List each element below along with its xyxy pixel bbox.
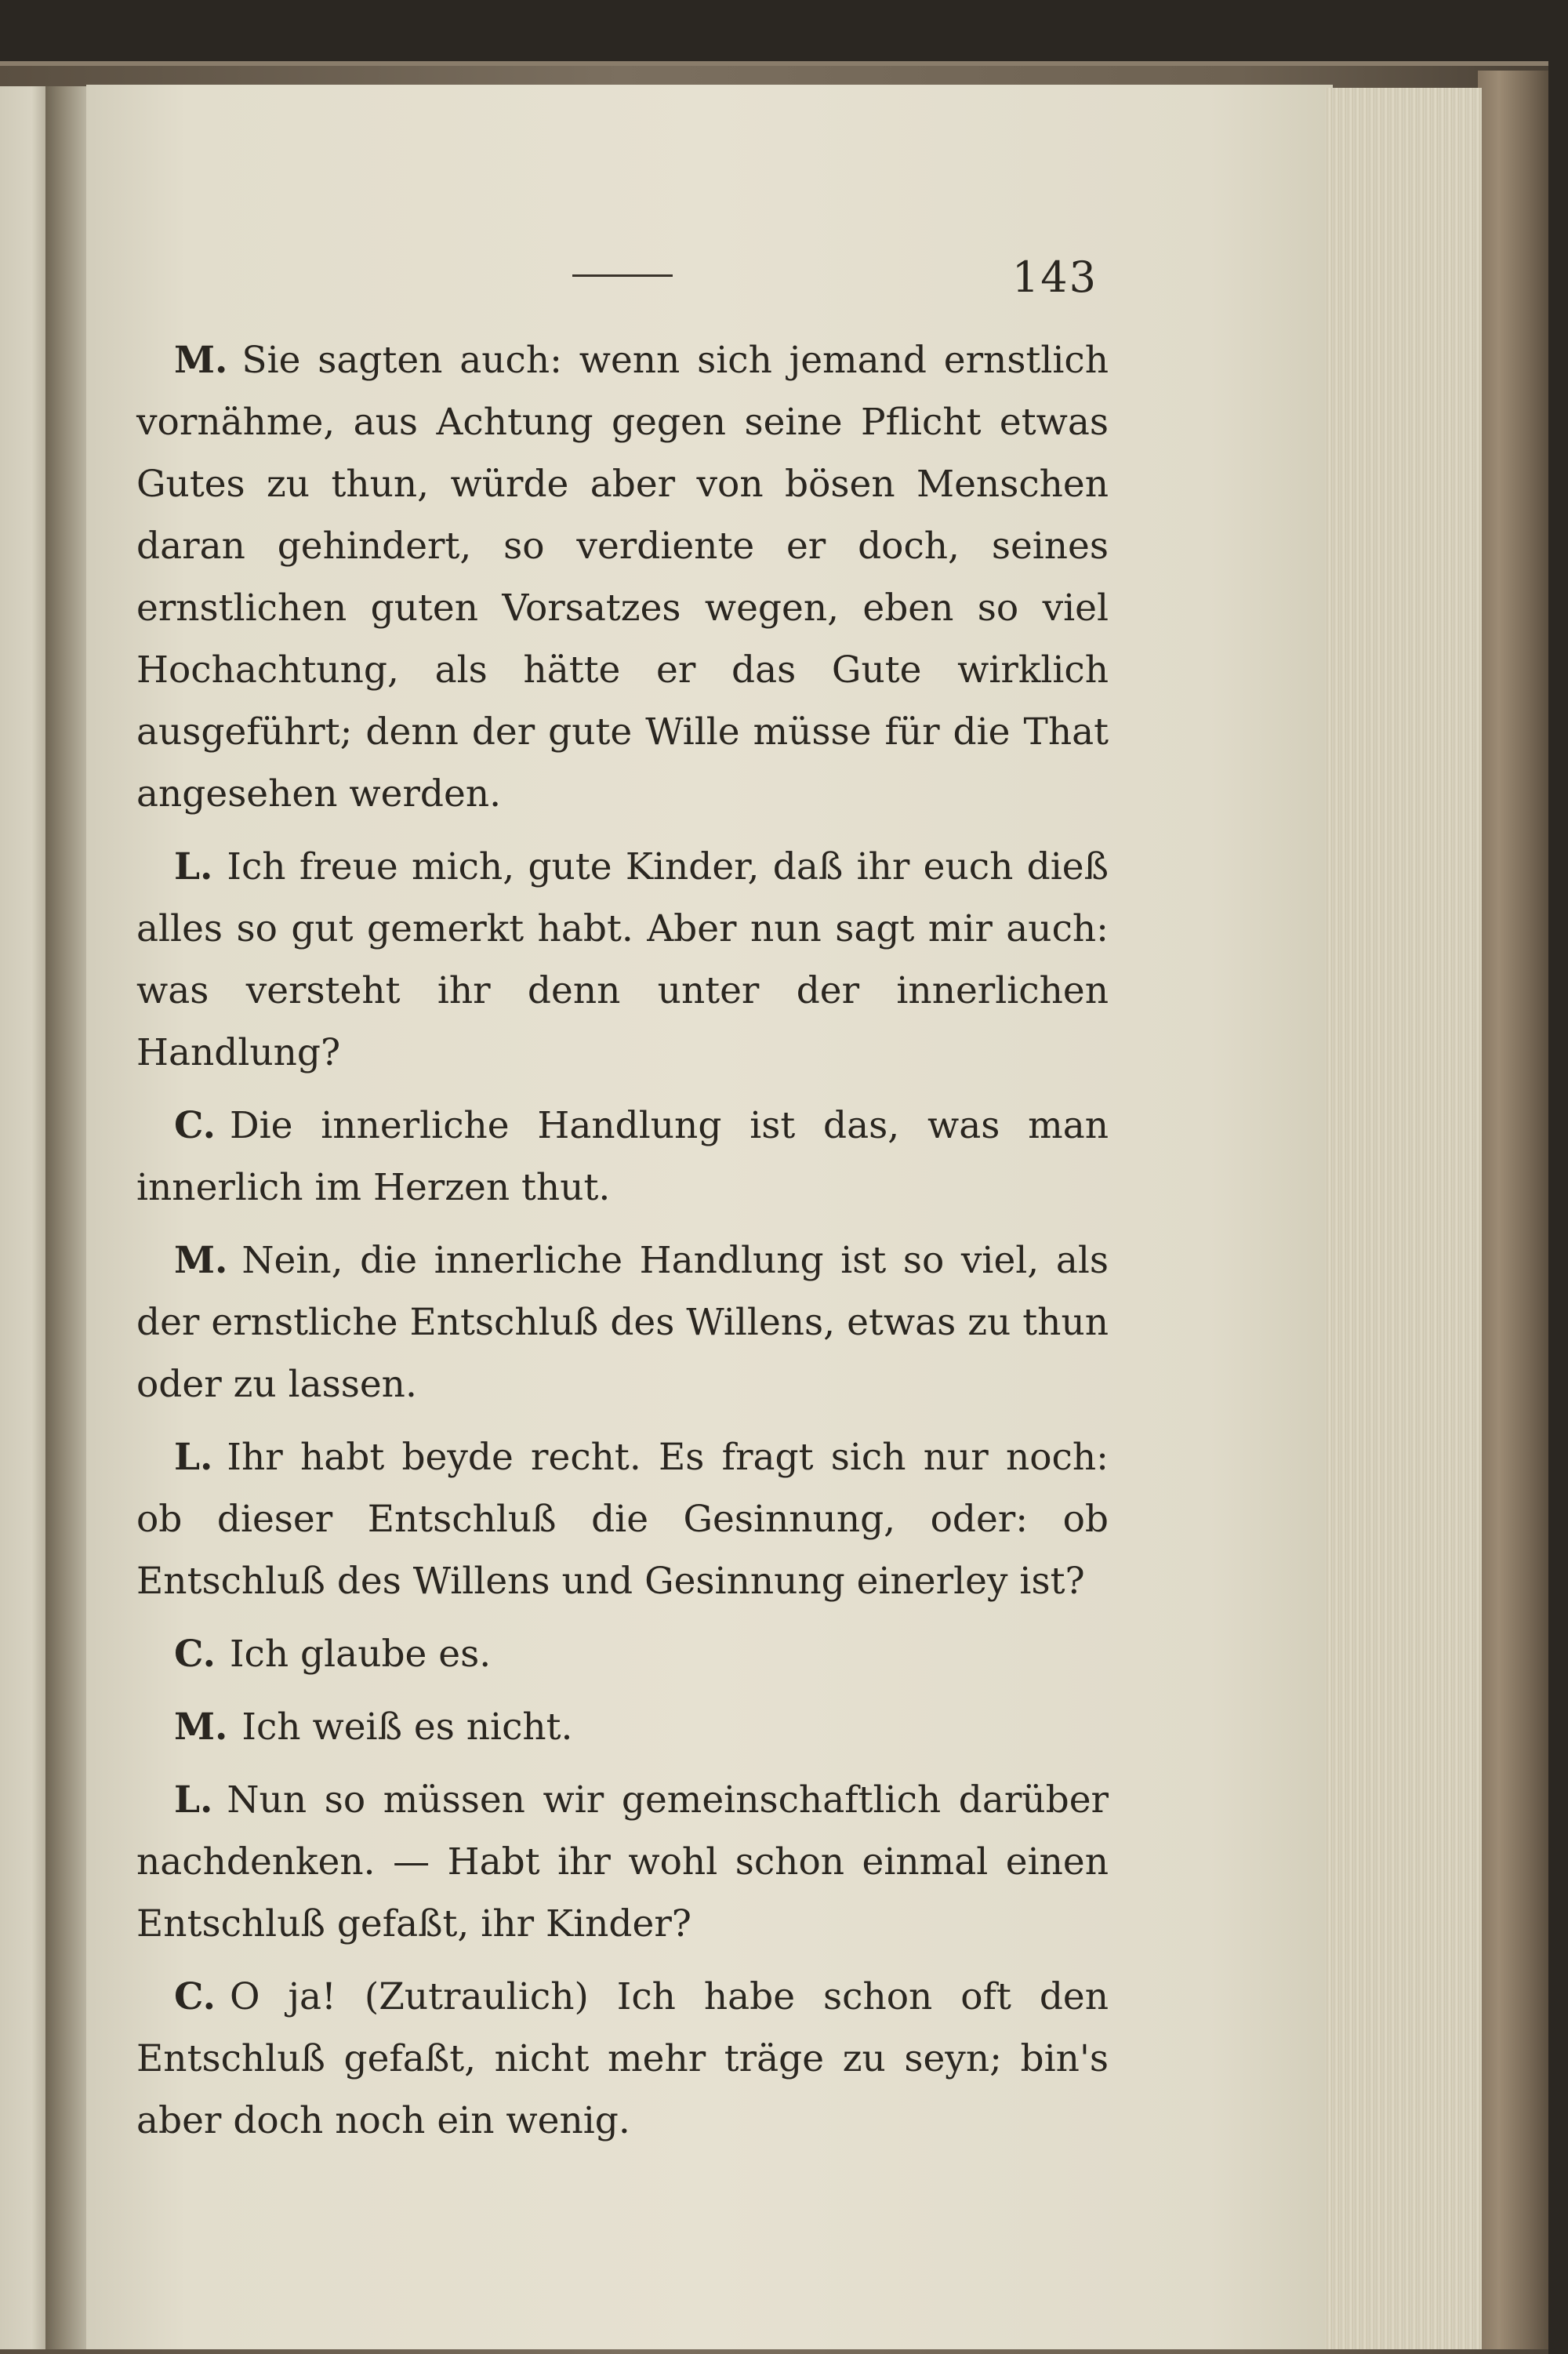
dialogue-text: Ihr habt beyde recht. Es fragt sich nur noch: ob dieser Entschluß die Gesinnung, oder: ob Entschluß des Willens und Gesinnung einerley ist? <box>136 1436 1109 1603</box>
header-rule <box>572 274 673 277</box>
page-text <box>136 329 1109 2163</box>
dialogue-paragraph <box>136 329 1109 825</box>
dialogue-paragraph <box>136 1230 1109 1415</box>
dialogue-text: Nein, die innerliche Handlung ist so viel, als der ernstliche Entschluß des Willens, etwas zu thun oder zu lassen. <box>136 1239 1109 1406</box>
page-fore-edge <box>1325 88 1482 2349</box>
page-number: 143 <box>1011 252 1098 302</box>
dialogue-text: Ich weiß es nicht. <box>241 1706 573 1749</box>
page-header <box>572 252 1098 300</box>
speaker-label: C. <box>174 1104 216 1147</box>
speaker-label: M. <box>174 339 228 382</box>
dialogue-text: O ja! (Zutraulich) Ich habe schon oft den Entschluß gefaßt, nicht mehr träge zu seyn; bin's aber doch noch ein wenig. <box>136 1975 1109 2142</box>
dialogue-paragraph <box>136 1095 1109 1219</box>
speaker-label: C. <box>174 1975 216 2018</box>
dialogue-paragraph <box>136 836 1109 1084</box>
dialogue-paragraph <box>136 1769 1109 1955</box>
speaker-label: L. <box>174 1436 213 1479</box>
speaker-label: L. <box>174 1778 213 1822</box>
dialogue-text: Ich freue mich, gute Kinder, daß ihr euch dieß alles so gut gemerkt habt. Aber nun sagt mir auch: was versteht ihr denn unter der innerlichen Handlung? <box>136 845 1109 1074</box>
dialogue-text: Nun so müssen wir gemeinschaftlich darüber nachdenken. — Habt ihr wohl schon einmal einen Entschluß gefaßt, ihr Kinder? <box>136 1778 1109 1945</box>
dialogue-text: Die innerliche Handlung ist das, was man innerlich im Herzen thut. <box>136 1104 1109 1209</box>
left-facing-page <box>0 86 45 2349</box>
spine-gutter <box>45 86 93 2349</box>
speaker-label: L. <box>174 845 213 888</box>
dialogue-text: Ich glaube es. <box>229 1633 492 1676</box>
dialogue-paragraph <box>136 1426 1109 1612</box>
dialogue-text: Sie sagten auch: wenn sich jemand ernstlich vornähme, aus Achtung gegen seine Pflicht etwas Gutes zu thun, würde aber von bösen Menschen daran gehindert, so verdiente er doch, seines ernstlichen guten Vorsatzes wegen, eben so viel Hochachtung, als hätte er das Gute wirklich ausgeführt; denn der gute Wille müsse für die That angesehen werden. <box>136 339 1109 816</box>
dialogue-paragraph <box>136 1966 1109 2152</box>
speaker-label: C. <box>174 1633 216 1676</box>
dialogue-paragraph <box>136 1696 1109 1758</box>
speaker-label: M. <box>174 1239 228 1282</box>
speaker-label: M. <box>174 1706 228 1749</box>
book-cover-edge <box>1478 71 1548 2349</box>
dialogue-paragraph <box>136 1623 1109 1685</box>
